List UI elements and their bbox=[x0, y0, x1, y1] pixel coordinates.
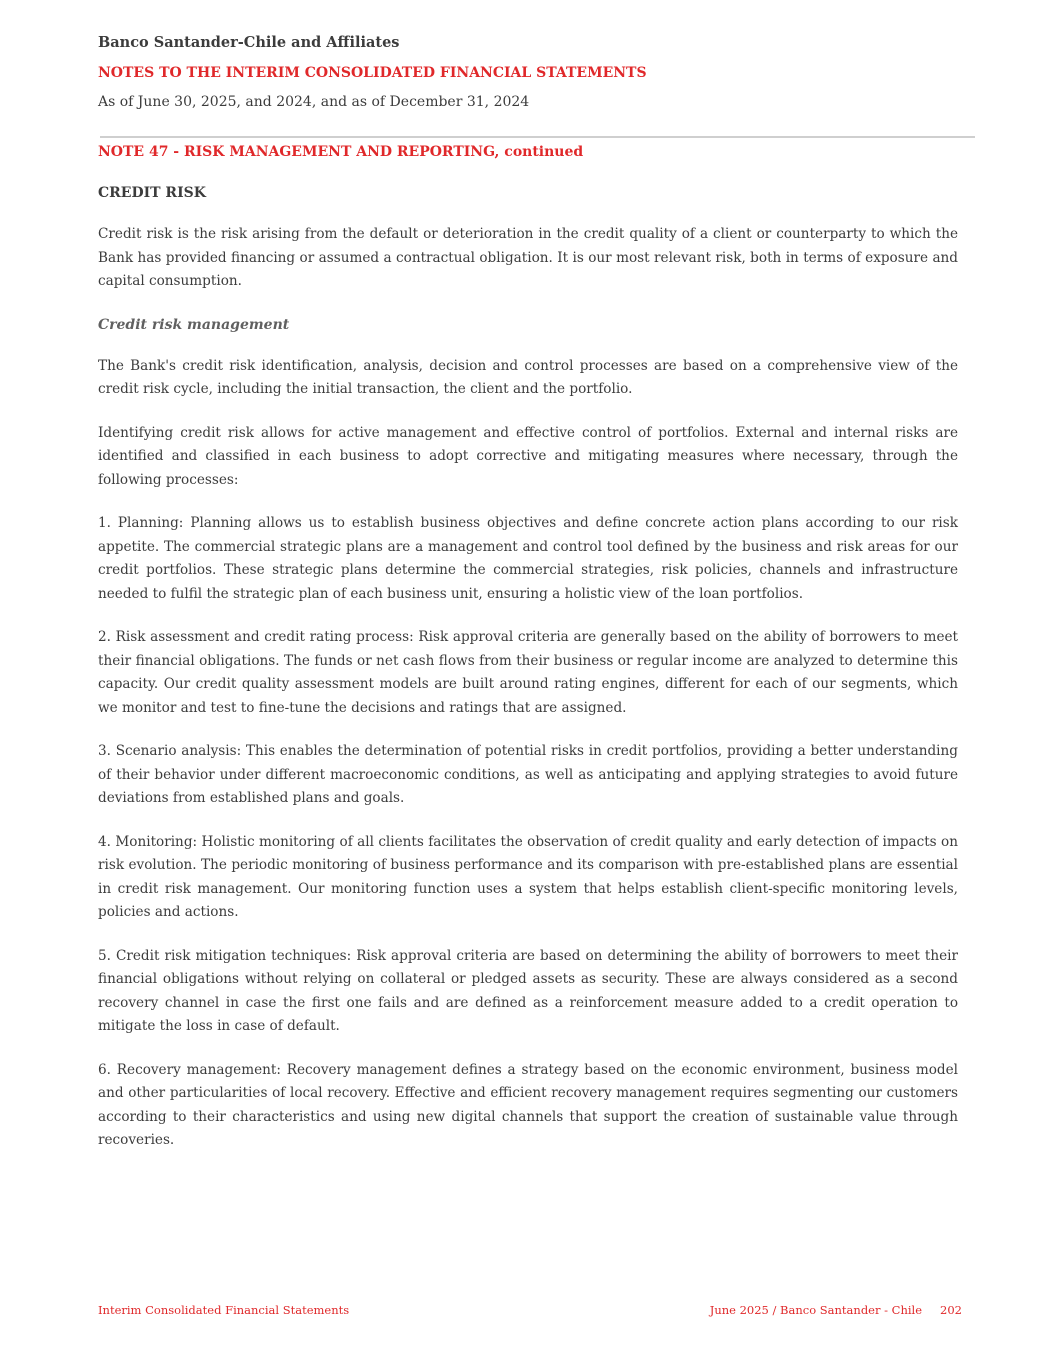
page-header bbox=[98, 33, 958, 112]
paragraph: The Bank's credit risk identification, analysis, decision and control processes are based on a comprehensive view of the credit risk cycle, including the initial transaction, the client and the portfolio. bbox=[98, 357, 958, 397]
date-line: As of June 30, 2025, and 2024, and as of December 31, 2024 bbox=[98, 94, 530, 110]
section-heading: CREDIT RISK bbox=[98, 185, 206, 201]
notes-title: NOTES TO THE INTERIM CONSOLIDATED FINANCIAL STATEMENTS bbox=[98, 65, 647, 81]
note-heading: NOTE 47 - RISK MANAGEMENT AND REPORTING, continued bbox=[98, 144, 584, 160]
page-number: 202 bbox=[940, 1303, 962, 1317]
process-mitigation: 5. Credit risk mitigation techniques: Risk approval criteria are based on determining the ability of borrowers to meet their financial obligations without relying on collateral or pledged assets as security. These are always considered as a second recovery channel in case the first one fails and are defined as a reinforcement measure added to a credit operation to mitigate the loss in case of default. bbox=[98, 947, 958, 1034]
process-scenario-analysis: 3. Scenario analysis: This enables the determination of potential risks in credit portfolios, providing a better understanding of their behavior under different macroeconomic conditions, as well as anticipating and applying strategies to avoid future deviations from established plans and goals. bbox=[98, 743, 958, 806]
company-name: Banco Santander-Chile and Affiliates bbox=[98, 34, 400, 51]
footer-right bbox=[710, 1302, 962, 1318]
header-divider bbox=[100, 136, 975, 138]
process-planning: 1. Planning: Planning allows us to establish business objectives and define concrete action plans according to our risk appetite. The commercial strategic plans are a management and control tool defined by the business and risk areas for our credit portfolios. These strategic plans determine the commercial strategies, risk policies, channels and infrastructure needed to fulfil the strategic plan of each business unit, ensuring a holistic view of the loan portfolios. bbox=[98, 515, 958, 602]
paragraph: Identifying credit risk allows for active management and effective control of portfolios. External and internal risks are identified and classified in each business to adopt corrective and mitigating measures where necessary, through the following processes: bbox=[98, 424, 958, 488]
footer-right-text: June 2025 / Banco Santander - Chile bbox=[709, 1303, 923, 1317]
footer-left-text: Interim Consolidated Financial Statements bbox=[98, 1303, 350, 1317]
subheading: Credit risk management bbox=[98, 316, 290, 333]
intro-paragraph: Credit risk is the risk arising from the default or deterioration in the credit quality of a client or counterparty to which the Bank has provided financing or assumed a contractual obligation. It is our most relevant risk, both in terms of exposure and capital consumption. bbox=[98, 226, 958, 289]
main-content bbox=[98, 142, 958, 1153]
process-recovery: 6. Recovery management: Recovery management defines a strategy based on the economic environment, business model and other particularities of local recovery. Effective and efficient recovery management requires segmenting our customers according to their characteristics and using new digital channels that support the creation of sustainable value through recoveries. bbox=[98, 1061, 958, 1148]
process-monitoring: 4. Monitoring: Holistic monitoring of all clients facilitates the observation of credit quality and early detection of impacts on risk evolution. The periodic monitoring of business performance and its comparison with pre-established plans are essential in credit risk management. Our monitoring function uses a system that helps establish client-specific monitoring levels, policies and actions. bbox=[98, 833, 958, 920]
process-risk-assessment: 2. Risk assessment and credit rating process: Risk approval criteria are generally based on the ability of borrowers to meet their financial obligations. The funds or net cash flows from their business or regular income are analyzed to determine this capacity. Our credit quality assessment models are built around rating engines, different for each of our segments, which we monitor and test to fine-tune the decisions and ratings that are assigned. bbox=[98, 629, 958, 716]
